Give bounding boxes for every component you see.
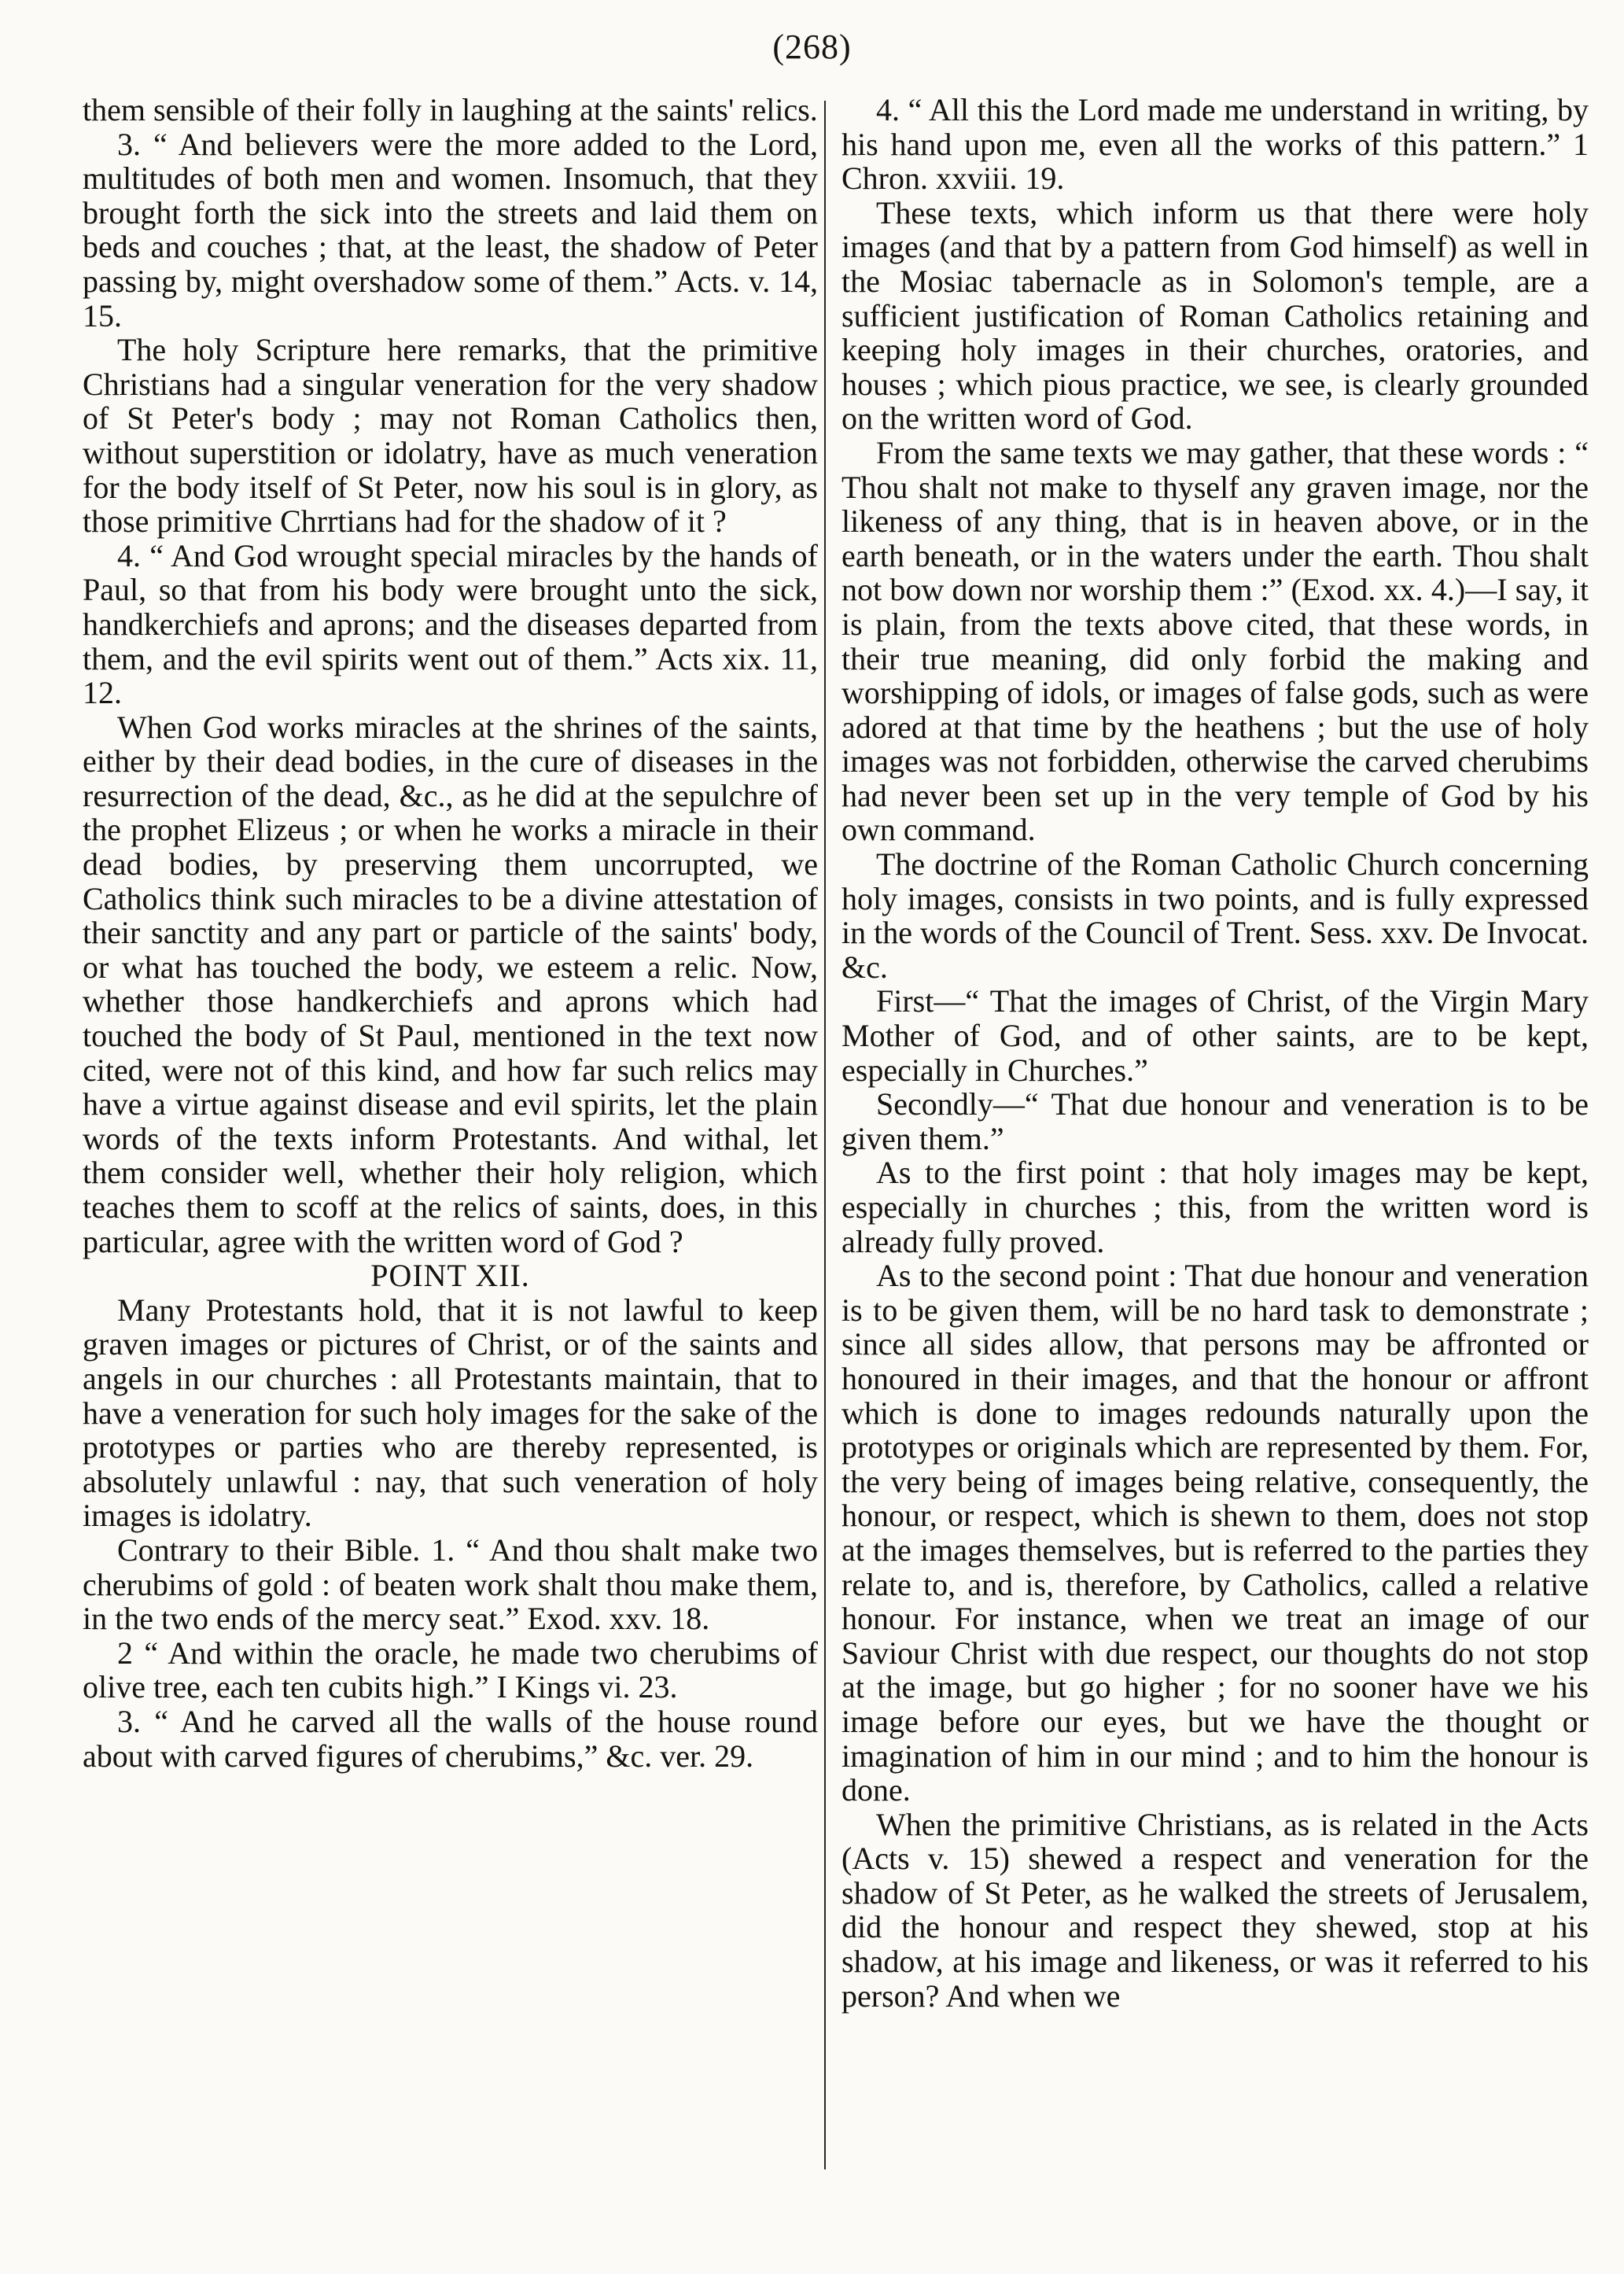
left-column xyxy=(83,93,818,1773)
right-paragraph-7: As to the first point : that holy images may be kept, especially in churches ; this, from the written word is already fully proved. xyxy=(841,1155,1589,1259)
left-paragraph-4: 4. “ And God wrought special miracles by the hands of Paul, so that from his body were brought unto the sick, handkerchiefs and aprons; and the diseases departed from them, and the evil spirits went out of them.” Acts xix. 11, 12. xyxy=(83,537,818,711)
right-column xyxy=(841,93,1589,2013)
right-paragraph-4: The doctrine of the Roman Catholic Church concerning holy images, consists in two points, and is fully expressed in the words of the Council of Trent. Sess. xxv. De Invocat. &c. xyxy=(841,846,1589,985)
left-paragraph-2: 3. “ And believers were the more added to the Lord, multitudes of both men and women. Insomuch, that they brought forth the sick into the streets and laid them on beds and couches ; that, at the least, the shadow of Peter passing by, might overshadow some of them.” Acts. v. 14, 15. xyxy=(83,126,818,334)
right-paragraph-6: Secondly—“ That due honour and veneration is to be given them.” xyxy=(841,1086,1589,1156)
left-paragraph-6: Many Protestants hold, that it is not lawful to keep graven images or pictures of Christ, or of the saints and angels in our churches : all Protestants maintain, that to have a veneration for such holy images for the sake of the prototypes or parties who are thereby represented, is absolutely unlawful : nay, that such veneration of holy images is idolatry. xyxy=(83,1292,818,1534)
column-divider xyxy=(824,101,826,2169)
left-paragraph-9: 3. “ And he carved all the walls of the house round about with carved figures of cherubims,” &c. ver. 29. xyxy=(83,1703,818,1774)
left-paragraph-1: them sensible of their folly in laughing at the saints' relics. xyxy=(83,92,818,127)
page-number: (268) xyxy=(772,28,852,66)
right-paragraph-1: 4. “ All this the Lord made me understand in writing, by his hand upon me, even all the works of this pattern.” 1 Chron. xxviii. 19. xyxy=(841,92,1589,197)
left-paragraph-5: When God works miracles at the shrines of the saints, either by their dead bodies, in the cure of diseases in the resurrection of the dead, &c., as he did at the sepulchre of the prophet Elizeus ; or when he works a miracle in their dead bodies, by preserving them uncorrupted, we Catholics think such miracles to be a divine attestation of their sanctity and any part or particle of the saints' body, or what has touched the body, we esteem a relic. Now, whether those handkerchiefs and aprons which had touched the body of St Paul, mentioned in the text now cited, were not of this kind, and how far such relics may have a virtue against disease and evil spirits, let the plain words of the texts inform Protestants. And withal, let them consider well, whether their holy religion, which teaches them to scoff at the relics of saints, does, in this particular, agree with the written word of God ? xyxy=(83,709,818,1259)
right-paragraph-9: When the primitive Christians, as is related in the Acts (Acts v. 15) shewed a respect and veneration for the shadow of St Peter, as he walked the streets of Jerusalem, did the honour and respect they shewed, stop at his shadow, at his image and likeness, or was it referred to his person? And when we xyxy=(841,1806,1589,2014)
left-paragraph-3: The holy Scripture here remarks, that the primitive Christians had a singular veneration for the very shadow of St Peter's body ; may not Roman Catholics then, without superstition or idolatry, have as much veneration for the body itself of St Peter, now his soul is in glory, as those primitive Chrrtians had for the shadow of it ? xyxy=(83,332,818,540)
right-paragraph-3: From the same texts we may gather, that these words : “ Thou shalt not make to thyself any graven image, nor the likeness of any thing, that is in heaven above, or in the earth beneath, or in the waters under the earth. Thou shalt not bow down nor worship them :” (Exod. xx. 4.)—I say, it is plain, from the texts above cited, that these words, in their true meaning, did only forbid the making and worshipping of idols, or images of false gods, such as were adored at that time by the heathens ; but the use of holy images was not forbidden, otherwise the carved cherubims had never been set up in the very temple of God by his own command. xyxy=(841,434,1589,848)
left-paragraph-7: Contrary to their Bible. 1. “ And thou shalt make two cherubims of gold : of beaten work shalt thou make them, in the two ends of the mercy seat.” Exod. xxv. 18. xyxy=(83,1531,818,1637)
right-paragraph-2: These texts, which inform us that there were holy images (and that by a pattern from God himself) as well in the Mosiac tabernacle as in Solomon's temple, are a sufficient justification of Roman Catholics retaining and keeping holy images in their churches, oratories, and houses ; which pious practice, we see, is clearly grounded on the written word of God. xyxy=(841,194,1589,437)
right-paragraph-8: As to the second point : That due honour and veneration is to be given them, will be no hard task to demonstrate ; since all sides allow, that persons may be affronted or honoured in their images, and that the honour or affront which is done to images redounds naturally upon the prototypes or originals which are represented by them. For, the very being of images being relative, consequently, the honour, or respect, which is shewn to them, does not stop at the images themselves, but is referred to the parties they relate to, and is, therefore, by Catholics, called a relative honour. For instance, when we treat an image of our Saviour Christ with due respect, our thoughts do not stop at the image, but go higher ; for no sooner have we his image before our eyes, but we have the thought or imagination of him in our mind ; and to him the honour is done. xyxy=(841,1258,1589,1808)
right-paragraph-5: First—“ That the images of Christ, of the Virgin Mary Mother of God, and of other saints, are to be kept, especially in Churches.” xyxy=(841,983,1589,1088)
section-heading: POINT XII. xyxy=(370,1258,530,1294)
left-paragraph-8: 2 “ And within the oracle, he made two cherubims of olive tree, each ten cubits high.” I Kings vi. 23. xyxy=(83,1635,818,1705)
